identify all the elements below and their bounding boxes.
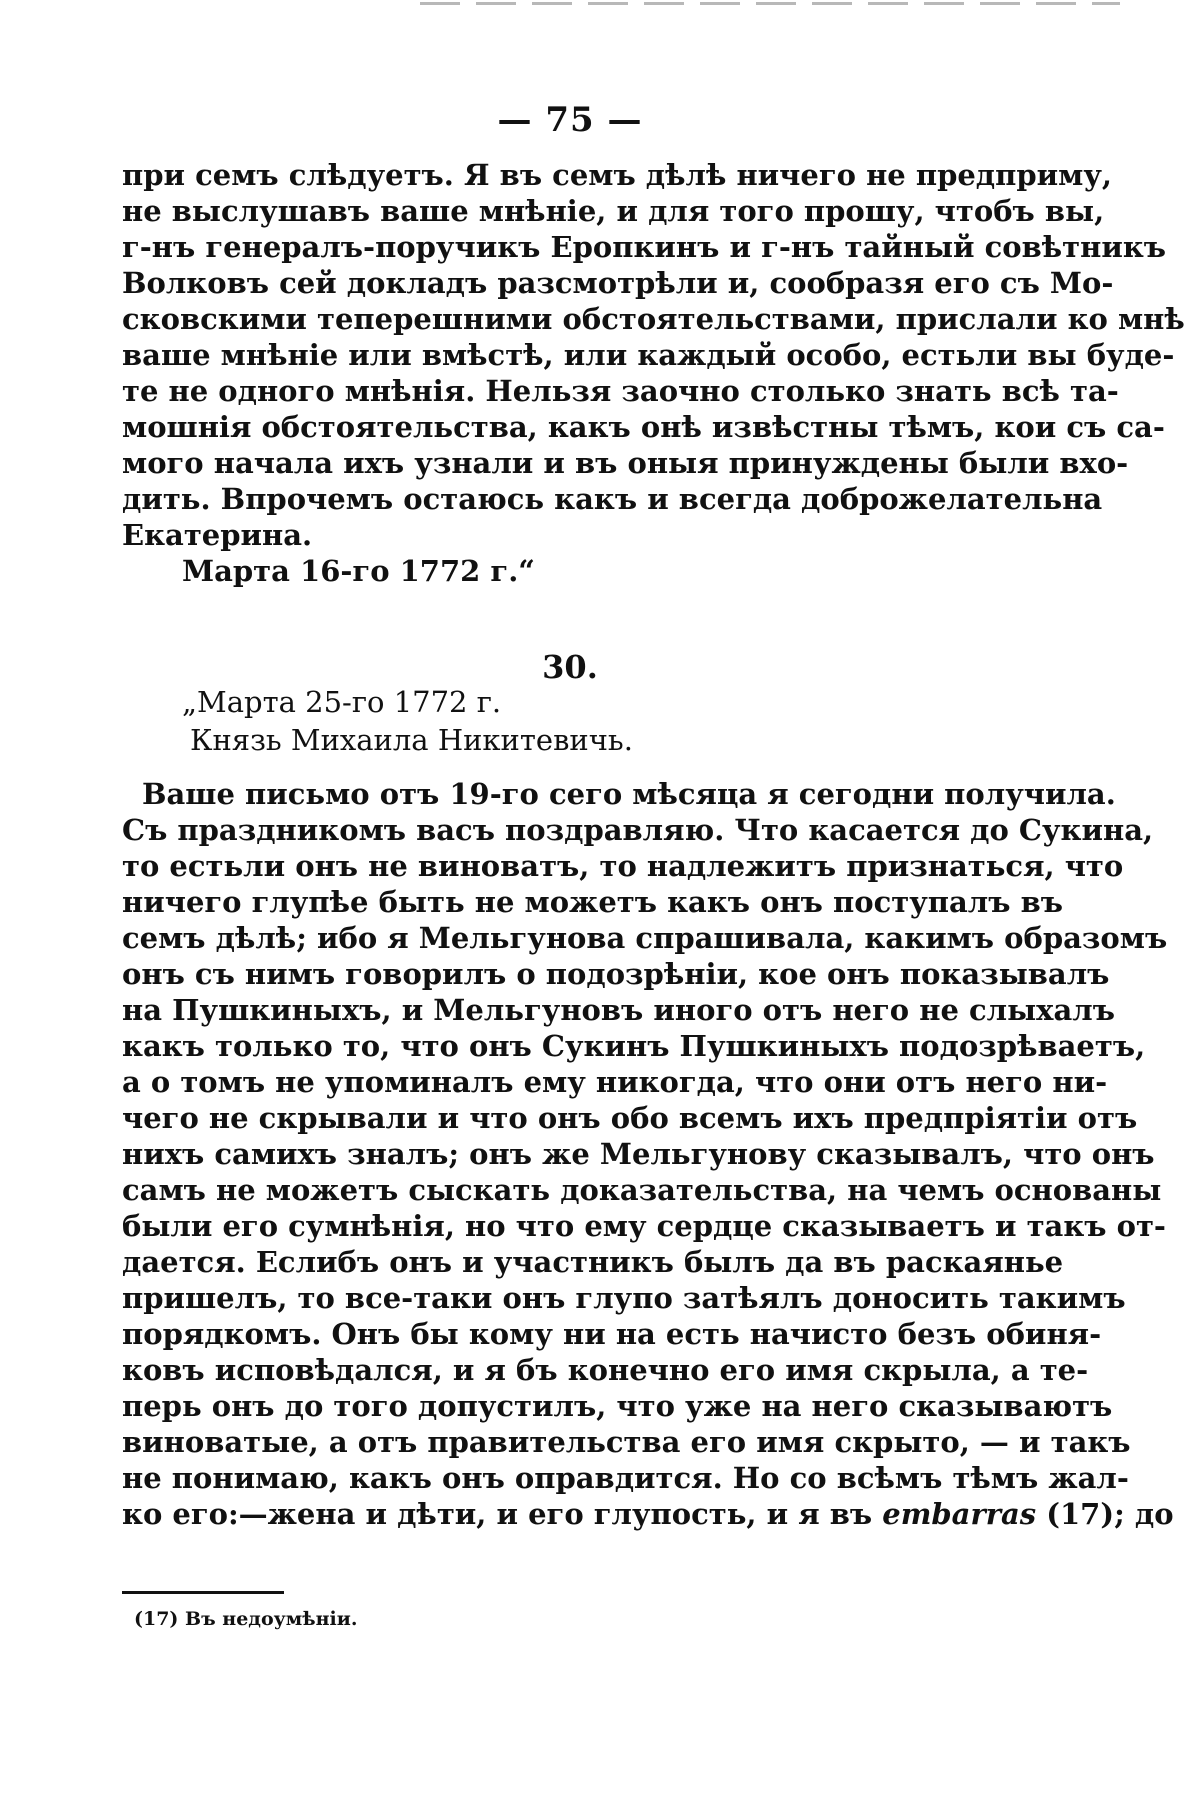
text-line: пришелъ, то все-таки онъ глупо затѣялъ доносить такимъ: [122, 1281, 1126, 1315]
text-line: виноватые, а отъ правительства его имя скрыто, — и такъ: [122, 1425, 1131, 1459]
text-line: чего не скрывали и что онъ обо всемъ ихъ предпріятіи отъ: [122, 1101, 1138, 1135]
text-line: перь онъ до того допустилъ, что уже на него сказываютъ: [122, 1389, 1113, 1423]
letter-date: Марта 16-го 1772 г.“: [182, 554, 535, 588]
text-line: Съ праздникомъ васъ поздравляю. Что касается до Сукина,: [122, 813, 1154, 847]
text-line: порядкомъ. Онъ бы кому ни на есть начисто безъ обиня-: [122, 1317, 1102, 1351]
text-line: на Пушкиныхъ, и Мельгуновъ иного отъ него не слыхалъ: [122, 993, 1115, 1027]
text-line: мого начала ихъ узнали и въ оныя принуждены были вхо-: [122, 446, 1129, 480]
text-line: сковскими теперешними обстоятельствами, прислали ко мнѣ: [122, 302, 1185, 336]
salutation: Князь Михаила Никитевичь.: [190, 723, 633, 757]
footnote-marker: (17): [134, 1608, 179, 1630]
text-segment: ко его:—жена и дѣти, и его глупость, и я въ: [122, 1497, 873, 1531]
text-line: Ваше письмо отъ 19-го сего мѣсяца я сегодни получила.: [142, 777, 1116, 811]
footnote: [134, 1608, 358, 1630]
text-line: те не одного мнѣнія. Нельзя заочно столько знать всѣ та-: [122, 374, 1119, 408]
text-line: не выслушавъ ваше мнѣніе, и для того прошу, чтобъ вы,: [122, 194, 1105, 228]
text-line: дить. Впрочемъ остаюсь какъ и всегда доброжелательна: [122, 482, 1103, 516]
text-line: Волковъ сей докладъ разсмотрѣли и, сообразя его съ Мо-: [122, 266, 1114, 300]
text-segment: ; до: [1114, 1497, 1174, 1531]
text-line: при семъ слѣдуетъ. Я въ семъ дѣлѣ ничего не предприму,: [122, 158, 1112, 192]
page-number: — 75 —: [497, 100, 643, 140]
foreign-word: embarras: [882, 1497, 1037, 1531]
text-line: [122, 1496, 1174, 1532]
top-edge-rule: [420, 2, 1120, 5]
footnote-reference: (17): [1046, 1497, 1115, 1531]
text-line: ковъ исповѣдался, и я бъ конечно его имя скрыла, а те-: [122, 1353, 1089, 1387]
text-line: ваше мнѣніе или вмѣстѣ, или каждый особо, естьли вы буде-: [122, 338, 1175, 372]
text-line: самъ не можетъ сыскать доказательства, на чемъ основаны: [122, 1173, 1162, 1207]
text-line: какъ только то, что онъ Сукинъ Пушкиныхъ подозрѣваетъ,: [122, 1029, 1146, 1063]
text-line: а о томъ не упоминалъ ему никогда, что они отъ него ни-: [122, 1065, 1108, 1099]
text-line: семъ дѣлѣ; ибо я Мельгунова спрашивала, какимъ образомъ: [122, 921, 1168, 955]
text-line: то естьли онъ не виноватъ, то надлежитъ признаться, что: [122, 849, 1124, 883]
text-line: не понимаю, какъ онъ оправдится. Но со всѣмъ тѣмъ жал-: [122, 1461, 1129, 1495]
footnote-text: Въ недоумѣніи.: [185, 1608, 358, 1630]
text-line: ничего глупѣе быть не можетъ какъ онъ поступалъ въ: [122, 885, 1063, 919]
signature: Екатерина.: [122, 518, 313, 552]
text-line: г-нъ генералъ-поручикъ Еропкинъ и г-нъ тайный совѣтникъ: [122, 230, 1167, 264]
text-line: дается. Еслибъ онъ и участникъ былъ да въ раскаянье: [122, 1245, 1064, 1279]
text-line: нихъ самихъ зналъ; онъ же Мельгунову сказывалъ, что онъ: [122, 1137, 1155, 1171]
footnote-divider: [122, 1591, 284, 1594]
section-number: 30.: [542, 648, 598, 686]
text-line: были его сумнѣнія, но что ему сердце сказываетъ и такъ от-: [122, 1209, 1166, 1243]
text-line: онъ съ нимъ говорилъ о подозрѣніи, кое онъ показывалъ: [122, 957, 1110, 991]
text-line: мошнія обстоятельства, какъ онѣ извѣстны тѣмъ, кои съ са-: [122, 410, 1165, 444]
letter-date: „Марта 25-го 1772 г.: [182, 685, 502, 719]
